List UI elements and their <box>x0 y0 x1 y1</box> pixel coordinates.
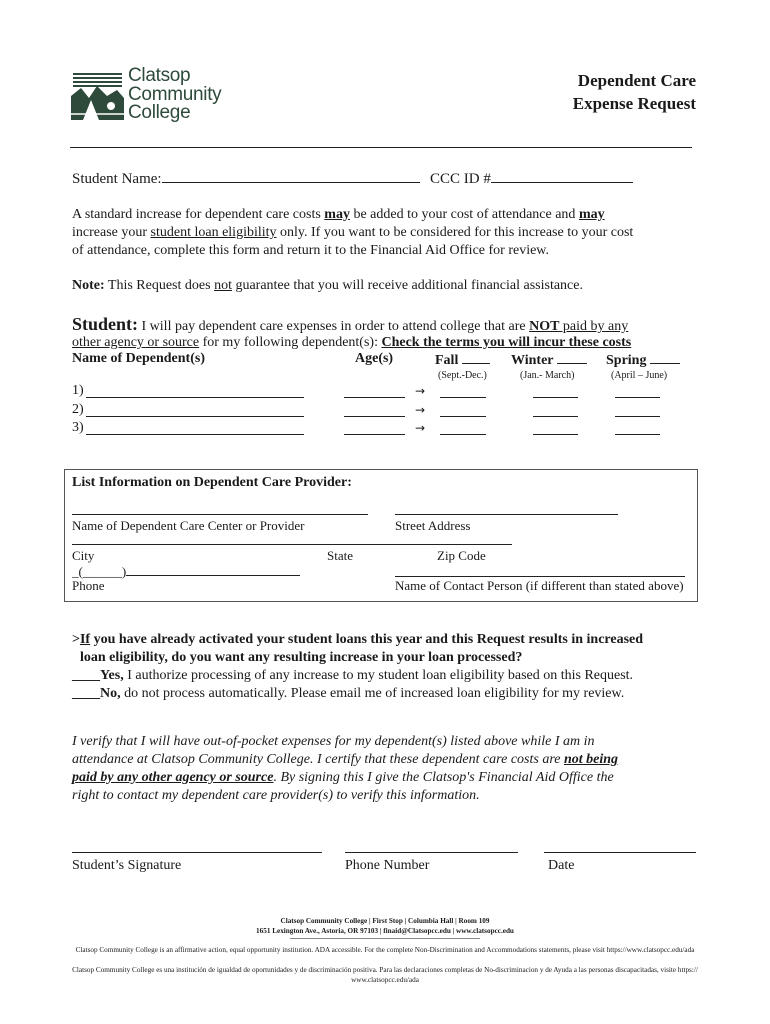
state-label: State <box>327 548 353 563</box>
phone-number-field[interactable] <box>345 852 518 853</box>
row-number: 1) <box>72 383 84 398</box>
phone-number-label: Phone Number <box>345 858 430 873</box>
fall-check-field[interactable] <box>440 434 486 435</box>
dependent-name-field[interactable] <box>86 416 304 417</box>
term-winter-range: (Jan.- March) <box>520 370 575 381</box>
term-winter-checkbox[interactable]: Winter <box>511 351 587 369</box>
date-label: Date <box>548 858 575 873</box>
spring-check-field[interactable] <box>615 416 660 417</box>
college-logo-icon <box>71 70 124 120</box>
header-divider <box>70 147 692 148</box>
student-heading: Student: <box>72 314 139 334</box>
emphasis-not-being: not being <box>563 752 619 767</box>
student-signature-label: Student’s Signature <box>72 858 182 873</box>
dependent-age-field[interactable] <box>344 416 405 417</box>
winter-check-field[interactable] <box>533 434 578 435</box>
verify-line-3: paid by any other agency or source. By signing this I give the Clatsop's Financial Aid Office the <box>72 770 614 785</box>
term-fall-checkbox[interactable]: Fall <box>435 351 490 369</box>
intro-line-1: A standard increase for dependent care costs may be added to your cost of attendance and may <box>72 207 605 222</box>
arrow-right-icon: → <box>415 403 426 417</box>
date-field[interactable] <box>544 852 696 853</box>
student-name-label: Student Name: <box>72 171 162 187</box>
logo-line: Community <box>128 83 222 105</box>
intro-line-3: of attendance, complete this form and return it to the Financial Aid Office for review. <box>72 243 550 258</box>
loan-question-line-2: loan eligibility, do you want any resulting increase in your loan processed? <box>80 650 523 665</box>
footer-divider <box>290 938 480 939</box>
phone-field[interactable]: _(______) <box>72 564 300 580</box>
logo-line: Clatsop <box>128 65 191 86</box>
loan-option-no[interactable]: ____No, do not process automatically. Please email me of increased loan eligibility for my review. <box>72 686 625 701</box>
emphasis-other-agency: paid by any other agency or source <box>72 770 274 785</box>
col-header-name: Name of Dependent(s) <box>72 351 205 366</box>
contact-person-field[interactable] <box>395 576 685 577</box>
spring-check-field[interactable] <box>615 434 660 435</box>
emphasis-loan-eligibility: student loan eligibility <box>150 225 277 240</box>
emphasis-not-paid: NOT <box>529 319 560 334</box>
student-statement-line-1: Student: I will pay dependent care expenses in order to attend college that are NOT paid by any <box>72 314 629 334</box>
street-address-field[interactable] <box>395 514 618 515</box>
street-address-label: Street Address <box>395 518 471 533</box>
row-number: 2) <box>72 402 84 417</box>
student-name-field[interactable] <box>162 170 420 183</box>
provider-name-field[interactable] <box>72 514 368 515</box>
loan-question-line-1: >If you have already activated your student loans this year and this Request results in increased <box>72 632 644 647</box>
fall-check-field[interactable] <box>440 397 486 398</box>
col-header-age: Age(s) <box>355 351 394 366</box>
yes-checkbox-label: ____Yes, <box>72 668 124 683</box>
dependent-age-field[interactable] <box>344 434 405 435</box>
arrow-right-icon: → <box>415 421 426 435</box>
emphasis-may: may <box>324 207 350 222</box>
ccc-id-field[interactable] <box>491 170 633 183</box>
contact-person-label: Name of Contact Person (if different than stated above) <box>395 578 684 593</box>
term-spring-range: (April – June) <box>611 370 668 381</box>
dependent-age-field[interactable] <box>344 397 405 398</box>
verify-line-4: right to contact my dependent care provider(s) to verify this information. <box>72 788 480 803</box>
loan-option-yes[interactable]: ____Yes, I authorize processing of any increase to my student loan eligibility based on this Request. <box>72 668 634 683</box>
dependent-name-field[interactable] <box>86 434 304 435</box>
footer-ada-english: Clatsop Community College is an affirmative action, equal opportunity institution. ADA accessible. For the complete Non-Discrimination and Accommodations statements, please visit https://www.clatsopcc.edu/ada <box>75 946 695 954</box>
winter-check-field[interactable] <box>533 397 578 398</box>
spring-check-field[interactable] <box>615 397 660 398</box>
row-number: 3) <box>72 420 84 435</box>
intro-line-2: increase your student loan eligibility only. If you want to be considered for this increase to your cost <box>72 225 634 240</box>
verify-line-2: attendance at Clatsop Community College. I certify that these dependent care costs are not being <box>72 752 619 767</box>
term-spring-checkbox[interactable]: Spring <box>606 351 680 369</box>
winter-check-field[interactable] <box>533 416 578 417</box>
provider-heading: List Information on Dependent Care Provider: <box>72 475 352 490</box>
student-statement-line-2: other agency or source for my following dependent(s): Check the terms you will incur these costs <box>72 335 632 350</box>
check-terms-instruction: Check the terms you will incur these costs <box>381 335 632 350</box>
verify-line-1: I verify that I will have out-of-pocket expenses for my dependent(s) listed above while I am in <box>72 734 595 749</box>
footer-ada-spanish: Clatsop Community College es una institución de igualdad de oportunidades y de discriminación positiva. Para las declaraciones completas de No-discriminacion y de Ayuda a las personas discapacitadas, visite https:// <box>72 966 698 974</box>
term-fall-range: (Sept.-Dec.) <box>438 370 487 381</box>
provider-name-label: Name of Dependent Care Center or Provider <box>72 518 305 533</box>
student-signature-field[interactable] <box>72 852 322 853</box>
note-line: Note: This Request does not guarantee that you will receive additional financial assistance. <box>72 278 583 293</box>
form-title-line1: Dependent Care <box>577 71 696 90</box>
ccc-id-label: CCC ID # <box>430 171 491 187</box>
form-title-line2: Expense Request <box>572 94 696 113</box>
logo-line: College <box>128 102 191 123</box>
footer-address-line-1: Clatsop Community College | First Stop | Columbia Hall | Room 109 <box>280 917 490 925</box>
fall-check-field[interactable] <box>440 416 486 417</box>
city-label: City <box>72 548 95 563</box>
student-name-row <box>72 170 420 188</box>
zip-code-label: Zip Code <box>437 548 486 563</box>
phone-label: Phone <box>72 578 105 593</box>
college-logo-text <box>128 67 221 123</box>
arrow-right-icon: → <box>415 384 426 398</box>
no-checkbox-label: ____No, <box>72 686 121 701</box>
dependent-name-field[interactable] <box>86 397 304 398</box>
footer-ada-spanish-url: www.clatsopcc.edu/ada <box>351 976 419 984</box>
emphasis-may: may <box>578 207 605 222</box>
ccc-id-row <box>430 170 633 188</box>
footer-address-line-2: 1651 Lexington Ave., Astoria, OR 97103 | finaid@Clatsopcc.edu | www.clatsopcc.edu <box>256 927 514 935</box>
emphasis-not: not <box>214 278 232 293</box>
note-label: Note: <box>72 278 105 293</box>
city-state-zip-field[interactable] <box>72 544 512 545</box>
